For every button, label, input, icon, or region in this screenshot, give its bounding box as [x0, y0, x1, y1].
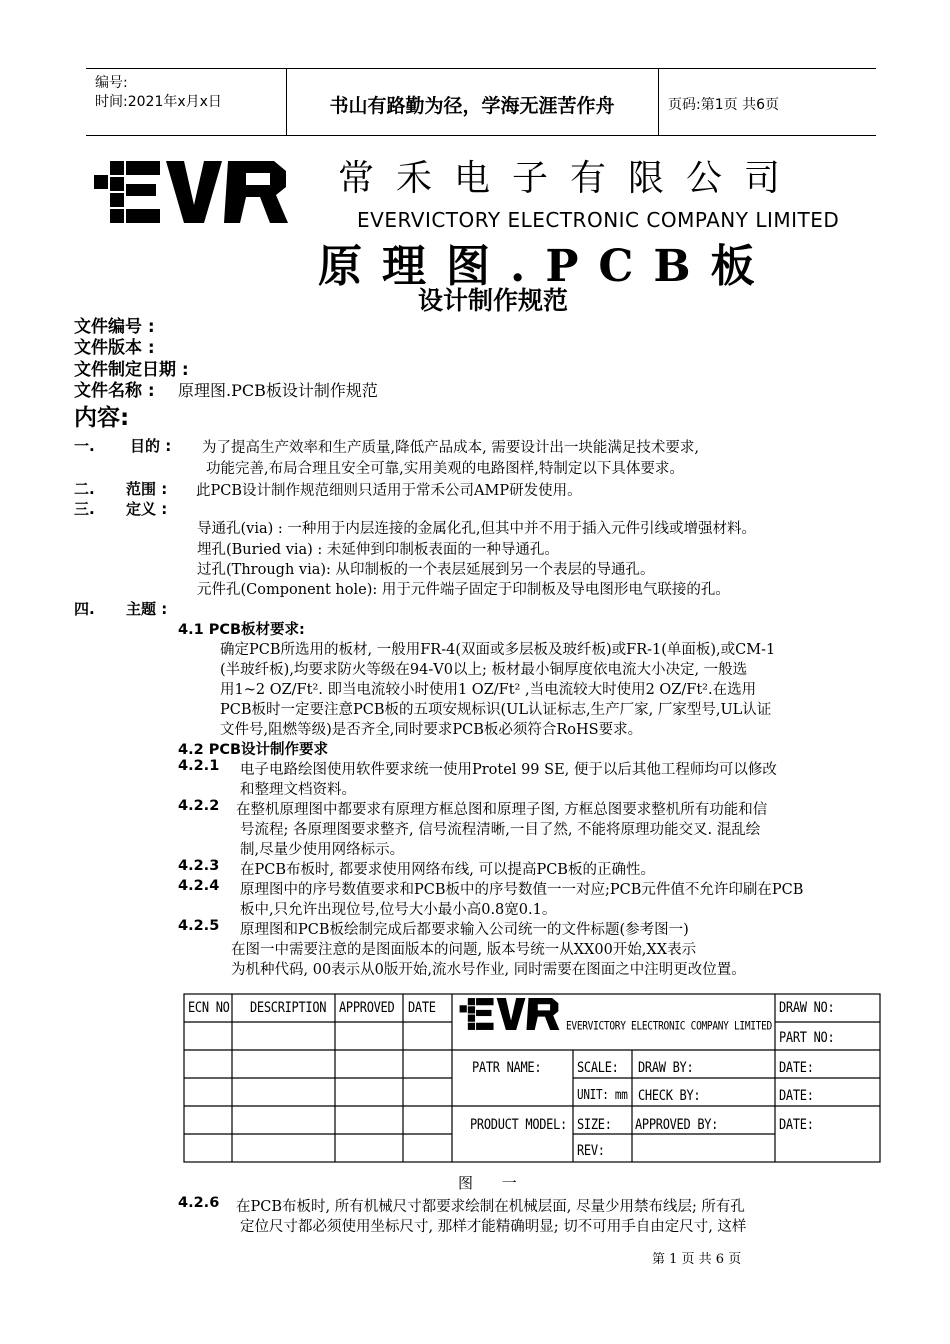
title-block-draw-by: DRAW BY:	[638, 1059, 694, 1076]
item-4-2-3-text: 在PCB布板时, 都要求使用网络布线, 可以提高PCB板的正确性。	[240, 862, 655, 878]
item-4-2-2-text: 制,尽量少使用网络标示。	[240, 842, 405, 858]
file-version-label: 文件版本 :	[74, 338, 155, 358]
title-block-part-no: PART NO:	[779, 1029, 835, 1046]
section-2-title: 范围 :	[126, 480, 168, 498]
item-4-2-2-text: 号流程; 各原理图要求整齐, 信号流程清晰,一目了然, 不能将原理功能交叉. 混乱绘	[240, 822, 761, 838]
title-block-date-header: DATE	[408, 999, 436, 1016]
header-time-label: 时间:2021年x月x日	[95, 94, 222, 110]
title-block-date: DATE:	[779, 1087, 814, 1104]
section-2-number: 二.	[74, 480, 95, 498]
footer-page-number: 第 1 页 共 6 页	[652, 1252, 742, 1267]
section-3-number: 三.	[74, 500, 95, 518]
company-name-cn: 常禾电子有限公司	[338, 158, 803, 199]
title-block-description-header: DESCRIPTION	[250, 999, 327, 1016]
definition-buried-via: 埋孔(Buried via) : 未延伸到印制板表面的一种导通孔。	[197, 542, 559, 558]
header-page-info: 页码:第1页 共6页	[668, 97, 779, 113]
header-divider	[658, 69, 659, 135]
title-block-date: DATE:	[779, 1116, 814, 1133]
subsection-4-2-heading: 4.2 PCB设计制作要求	[178, 742, 329, 758]
definition-through-via: 过孔(Through via): 从印制板的一个表层延展到另一个表层的导通孔。	[197, 562, 655, 578]
title-block-approved-by: APPROVED BY:	[635, 1116, 719, 1133]
item-4-2-4-text: 原理图中的序号数值要求和PCB板中的序号数值一一对应;PCB元件值不允许印刷在PCB	[240, 882, 804, 898]
company-logo	[94, 157, 290, 227]
contents-heading: 内容:	[74, 405, 130, 431]
title-block-company-name: EVERVICTORY ELECTRONIC COMPANY LIMITED	[566, 1020, 772, 1034]
section-2-text: 此PCB设计制作规范细则只适用于常禾公司AMP研发使用。	[196, 483, 582, 499]
subsection-4-1-text: PCB板时一定要注意PCB板的五项安规标识(UL认证标志,生产厂家, 厂家型号,UL认证	[220, 702, 772, 718]
item-4-2-5-text: 原理图和PCB板绘制完成后都要求输入公司统一的文件标题(参考图一)	[240, 922, 689, 938]
item-4-2-1-text: 和整理文档资料。	[240, 782, 356, 798]
document-subtitle: 设计制作规范	[418, 286, 569, 315]
document-title: 原理图.PCB板	[318, 241, 775, 292]
figure-title-block	[180, 982, 882, 1164]
title-block-scale: SCALE:	[577, 1059, 619, 1076]
subsection-4-1-text: (半玻纤板),均要求防火等级在94-V0以上; 板材最小铜厚度依电流大小决定, 一般选	[220, 662, 748, 678]
title-block-product-model: PRODUCT MODEL:	[470, 1116, 567, 1133]
item-4-2-6-number: 4.2.6	[178, 1195, 220, 1211]
section-4-title: 主题 :	[126, 600, 168, 618]
item-4-2-4-text: 板中,只允许出现位号,位号大小最小高0.8宽0.1。	[240, 902, 557, 918]
item-4-2-5-text: 在图一中需要注意的是图面版本的问题, 版本号统一从XX00开始,XX表示	[231, 942, 697, 958]
section-1-text: 为了提高生产效率和生产质量,降低产品成本, 需要设计出一块能满足技术要求,	[202, 440, 699, 456]
file-name-label: 文件名称 :	[74, 381, 155, 401]
subsection-4-1-text: 用1~2 OZ/Ft². 即当电流较小时使用1 OZ/Ft² ,当电流较大时使用2 OZ/Ft².在选用	[220, 682, 757, 698]
item-4-2-3-number: 4.2.3	[178, 858, 220, 874]
section-4-number: 四.	[74, 600, 95, 618]
title-block-logo	[458, 996, 562, 1032]
subsection-4-1-heading: 4.1 PCB板材要求:	[178, 622, 305, 638]
section-1-text: 功能完善,布局合理且安全可靠,实用美观的电路图样,特制定以下具体要求。	[206, 461, 684, 477]
title-block-approved-header: APPROVED	[339, 999, 395, 1016]
subsection-4-1-text: 确定PCB所选用的板材, 一般用FR-4(双面或多层板及玻纤板)或FR-1(单面板),或CM-1	[220, 642, 776, 658]
file-number-label: 文件编号 :	[74, 317, 155, 337]
item-4-2-1-text: 电子电路绘图使用软件要求统一使用Protel 99 SE, 便于以后其他工程师均可以修改	[240, 762, 777, 778]
title-block-part-name: PATR NAME:	[472, 1059, 542, 1076]
file-name-value: 原理图.PCB板设计制作规范	[178, 381, 378, 400]
item-4-2-4-number: 4.2.4	[178, 878, 220, 894]
title-block-date: DATE:	[779, 1059, 814, 1076]
header-serial-label: 编号:	[95, 75, 128, 91]
item-4-2-5-number: 4.2.5	[178, 918, 220, 934]
company-name-en: EVERVICTORY ELECTRONIC COMPANY LIMITED	[357, 208, 840, 232]
item-4-2-1-number: 4.2.1	[178, 758, 220, 774]
item-4-2-6-text: 在PCB布板时, 所有机械尺寸都要求绘制在机械层面, 尽量少用禁布线层; 所有孔	[236, 1199, 745, 1215]
figure-caption: 图 一	[458, 1174, 529, 1192]
section-1-title: 目的 :	[130, 437, 172, 455]
item-4-2-2-number: 4.2.2	[178, 798, 220, 814]
title-block-draw-no: DRAW NO:	[779, 999, 835, 1016]
title-block-check-by: CHECK BY:	[638, 1087, 701, 1104]
page-header	[86, 68, 876, 136]
section-1-number: 一.	[74, 437, 95, 455]
title-block-unit: UNIT: mm	[577, 1087, 628, 1103]
section-3-title: 定义 :	[126, 500, 168, 518]
definition-via: 导通孔(via) : 一种用于内层连接的金属化孔,但其中并不用于插入元件引线或增强材料。	[197, 521, 756, 537]
file-date-label: 文件制定日期 :	[74, 360, 189, 380]
item-4-2-6-text: 定位尺寸都必须使用坐标尺寸, 那样才能精确明显; 切不可用手自由定尺寸, 这样	[240, 1219, 747, 1235]
title-block-rev: REV:	[577, 1142, 605, 1159]
subsection-4-1-text: 文件号,阻燃等级)是否齐全,同时要求PCB板必须符合RoHS要求。	[220, 722, 643, 738]
item-4-2-5-text: 为机种代码, 00表示从0版开始,流水号作业, 同时需要在图面之中注明更改位置。	[231, 962, 746, 978]
definition-component-hole: 元件孔(Component hole): 用于元件端子固定于印制板及导电图形电气联接的孔。	[197, 582, 730, 598]
title-block-ecn-header: ECN NO	[188, 999, 230, 1016]
item-4-2-2-text: 在整机原理图中都要求有原理方框总图和原理子图, 方框总图要求整机所有功能和信	[236, 802, 768, 818]
title-block-size: SIZE:	[577, 1116, 612, 1133]
header-motto: 书山有路勤为径，学海无涯苦作舟	[329, 95, 615, 117]
